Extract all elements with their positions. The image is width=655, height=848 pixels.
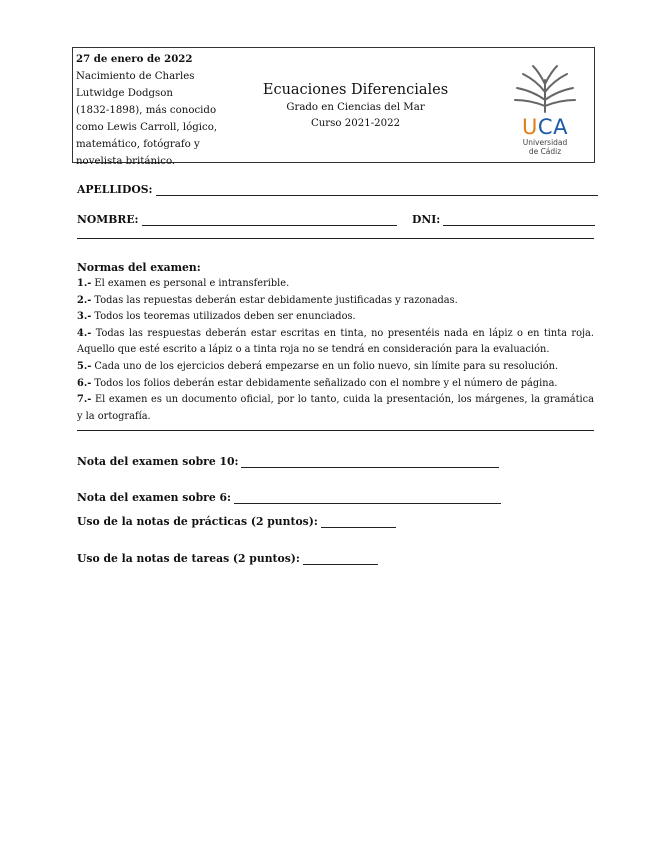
logo-letter-u: U	[522, 115, 538, 139]
rule-item: 2.- Todas las repuestas deberán estar debidamente justificadas y razonadas.	[77, 294, 458, 306]
grade-exam-6-label: Nota del examen sobre 6:	[77, 491, 231, 504]
name-field	[77, 213, 397, 226]
grade-tareas-label: Uso de la notas de tareas (2 puntos):	[77, 552, 300, 565]
grade-tareas-line[interactable]	[303, 563, 378, 565]
rule-item: 6.- Todos los folios deberán estar debidamente señalizado con el nombre y el número de página.	[77, 377, 558, 389]
grade-exam-6-line[interactable]	[234, 502, 501, 504]
rule-item: 1.- El examen es personal e intransferible.	[77, 278, 290, 289]
note-line: Lutwidge Dodgson	[76, 88, 173, 99]
divider-bottom	[77, 430, 594, 431]
dni-field	[412, 213, 595, 226]
note-line: matemático, fotógrafo y	[76, 139, 200, 150]
exam-title: Ecuaciones Diferenciales	[262, 82, 449, 98]
note-line: como Lewis Carroll, lógico,	[76, 122, 218, 133]
dni-line[interactable]	[443, 224, 595, 226]
grade-practicas-label: Uso de la notas de prácticas (2 puntos):	[77, 515, 318, 528]
surnames-field	[77, 183, 598, 196]
grade-tareas	[77, 552, 378, 565]
note-line: novelista británico.	[76, 156, 176, 167]
rule-item: 4.- Todas las respuestas deberán estar escritas en tinta, no presentéis nada en lápiz o en tinta roja. Aquello que esté escrito a lápiz o a tinta roja no se tendrá en consideración para la evaluación.	[77, 327, 594, 356]
header-box	[72, 47, 595, 167]
logo-letters-ca: CA	[537, 115, 568, 139]
note-line: (1832-1898), más conocido	[76, 105, 217, 116]
grade-exam-10	[77, 455, 499, 468]
rule-item: 5.- Cada uno de los ejercicios deberá empezarse en un folio nuevo, sin límite para su resolución.	[77, 360, 559, 372]
rule-item: 7.- El examen es un documento oficial, por lo tanto, cuida la presentación, los márgenes, la gramática y la ortografía.	[77, 394, 594, 422]
grade-practicas-line[interactable]	[321, 526, 396, 528]
rules-list	[77, 276, 594, 425]
rule-item: 3.- Todos los teoremas utilizados deben ser enunciados.	[77, 311, 356, 323]
grade-exam-10-label: Nota del examen sobre 10:	[77, 455, 239, 468]
logo-letters	[501, 116, 589, 138]
exam-date: 27 de enero de 2022	[76, 53, 193, 65]
surnames-label: APELLIDOS:	[77, 183, 153, 196]
logo-line-2: de Cádiz	[528, 147, 562, 156]
header-title-block	[243, 80, 468, 132]
rules-title: Normas del examen:	[77, 261, 201, 274]
degree-name: Grado en Ciencias del Mar	[286, 102, 425, 113]
grade-practicas	[77, 515, 396, 528]
dni-label: DNI:	[412, 213, 441, 226]
name-line[interactable]	[142, 224, 397, 226]
uca-emblem-icon	[501, 62, 589, 114]
uca-logo	[501, 62, 589, 156]
note-line: Nacimiento de Charles	[76, 71, 195, 82]
grade-exam-6	[77, 491, 501, 504]
header-note	[76, 51, 226, 170]
name-label: NOMBRE:	[77, 213, 139, 226]
logo-line-1: Universidad	[522, 138, 568, 147]
surnames-line[interactable]	[156, 194, 598, 196]
logo-wordmark	[501, 116, 589, 156]
course-year: Curso 2021-2022	[310, 118, 401, 129]
grade-exam-10-line[interactable]	[241, 466, 499, 468]
divider-top	[77, 238, 594, 239]
